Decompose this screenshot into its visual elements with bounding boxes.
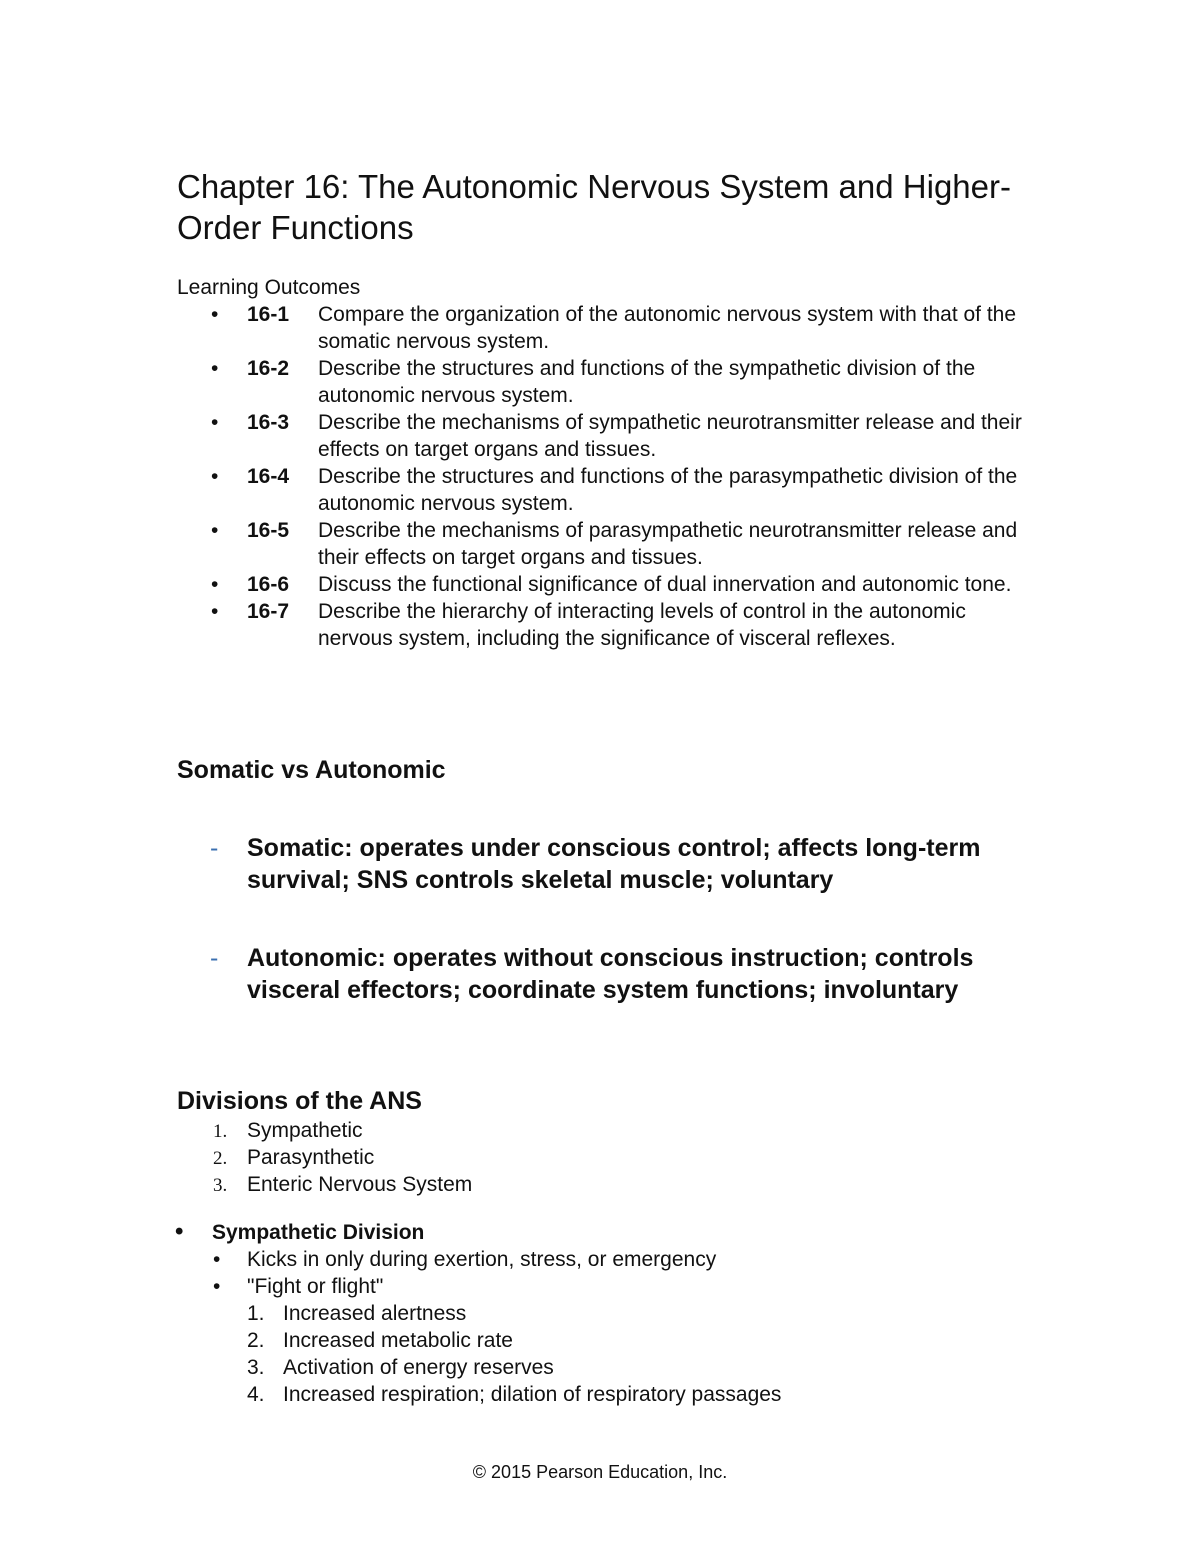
outcome-text: Discuss the functional significance of dual innervation and autonomic tone.: [318, 573, 1012, 596]
list-item: [177, 409, 1057, 463]
effect-text: Increased respiration; dilation of respiratory passages: [283, 1383, 782, 1406]
sympathetic-division-heading: [177, 1219, 1077, 1246]
list-number: 1.: [247, 1302, 265, 1325]
dash-icon: -: [210, 944, 219, 972]
outcome-text: Describe the structures and functions of the sympathetic division of the autonomic nervous system.: [318, 357, 976, 407]
bullet-icon: •: [175, 1218, 184, 1245]
list-item: [177, 301, 1057, 355]
list-item: [177, 942, 1037, 1006]
list-item: [177, 1246, 1077, 1273]
list-number: 1.: [213, 1121, 228, 1142]
list-item: [177, 1327, 1077, 1354]
outcome-code: 16-7: [247, 600, 290, 623]
copyright-footer: © 2015 Pearson Education, Inc.: [472, 1462, 728, 1482]
list-item: [177, 463, 1057, 517]
list-item: [177, 598, 1057, 652]
bullet-icon: •: [211, 357, 219, 380]
division-name: Parasynthetic: [247, 1146, 375, 1169]
outcome-text: Compare the organization of the autonomic nervous system with that of the somatic nervous system.: [318, 303, 1017, 353]
bullet-icon: •: [211, 519, 219, 542]
bullet-icon: •: [213, 1275, 221, 1298]
section-heading-divisions: Divisions of the ANS: [177, 1087, 422, 1115]
list-item: [177, 1354, 1077, 1381]
list-item: [177, 571, 1057, 598]
outcome-code: 16-4: [247, 465, 290, 488]
outcome-code: 16-1: [247, 303, 290, 326]
dash-icon: -: [210, 834, 219, 862]
somatic-description: Somatic: operates under conscious control; affects long-term survival; SNS controls skeletal muscle; voluntary: [247, 834, 981, 894]
list-item: [177, 1381, 1077, 1408]
sympathetic-division-title: Sympathetic Division: [212, 1221, 425, 1244]
learning-outcomes-heading: Learning Outcomes: [177, 276, 361, 299]
bullet-text: Kicks in only during exertion, stress, or emergency: [247, 1248, 717, 1271]
page-title: Chapter 16: The Autonomic Nervous System and Higher-Order Functions: [177, 168, 1011, 246]
list-number: 3.: [247, 1356, 265, 1379]
somatic-autonomic-list: [177, 832, 1037, 1052]
list-item: [177, 1300, 1077, 1327]
list-item: [177, 355, 1057, 409]
sympathetic-division-section: [177, 1219, 1077, 1408]
list-item: [177, 517, 1057, 571]
bullet-icon: •: [211, 411, 219, 434]
division-name: Enteric Nervous System: [247, 1173, 473, 1196]
effect-text: Increased metabolic rate: [283, 1329, 513, 1352]
division-name: Sympathetic: [247, 1119, 363, 1142]
outcome-text: Describe the hierarchy of interacting levels of control in the autonomic nervous system, including the significance of visceral reflexes.: [318, 600, 966, 650]
list-number: 3.: [213, 1175, 228, 1196]
learning-outcomes-list: [177, 301, 1057, 652]
outcome-code: 16-5: [247, 519, 290, 542]
list-number: 4.: [247, 1383, 265, 1406]
outcome-code: 16-2: [247, 357, 290, 380]
list-item: [177, 1144, 472, 1171]
list-item: [177, 1117, 472, 1144]
list-item: [177, 832, 1037, 896]
bullet-icon: •: [211, 303, 219, 326]
bullet-icon: •: [211, 465, 219, 488]
outcome-code: 16-6: [247, 573, 290, 596]
list-number: 2.: [213, 1148, 228, 1169]
effect-text: Increased alertness: [283, 1302, 467, 1325]
bullet-icon: •: [211, 600, 219, 623]
autonomic-description: Autonomic: operates without conscious instruction; controls visceral effectors; coordinate system functions; involuntary: [247, 944, 974, 1004]
outcome-text: Describe the mechanisms of sympathetic neurotransmitter release and their effects on target organs and tissues.: [318, 411, 1022, 461]
divisions-list: [177, 1117, 472, 1198]
outcome-text: Describe the mechanisms of parasympathetic neurotransmitter release and their effects on target organs and tissues.: [318, 519, 1018, 569]
effect-text: Activation of energy reserves: [283, 1356, 554, 1379]
bullet-text: "Fight or flight": [247, 1275, 384, 1298]
bullet-icon: •: [213, 1248, 221, 1271]
outcome-code: 16-3: [247, 411, 290, 434]
section-heading-somatic-vs-autonomic: Somatic vs Autonomic: [177, 756, 446, 784]
list-item: [177, 1273, 1077, 1300]
list-item: [177, 1171, 472, 1198]
outcome-text: Describe the structures and functions of the parasympathetic division of the autonomic nervous system.: [318, 465, 1018, 515]
list-number: 2.: [247, 1329, 265, 1352]
bullet-icon: •: [211, 573, 219, 596]
